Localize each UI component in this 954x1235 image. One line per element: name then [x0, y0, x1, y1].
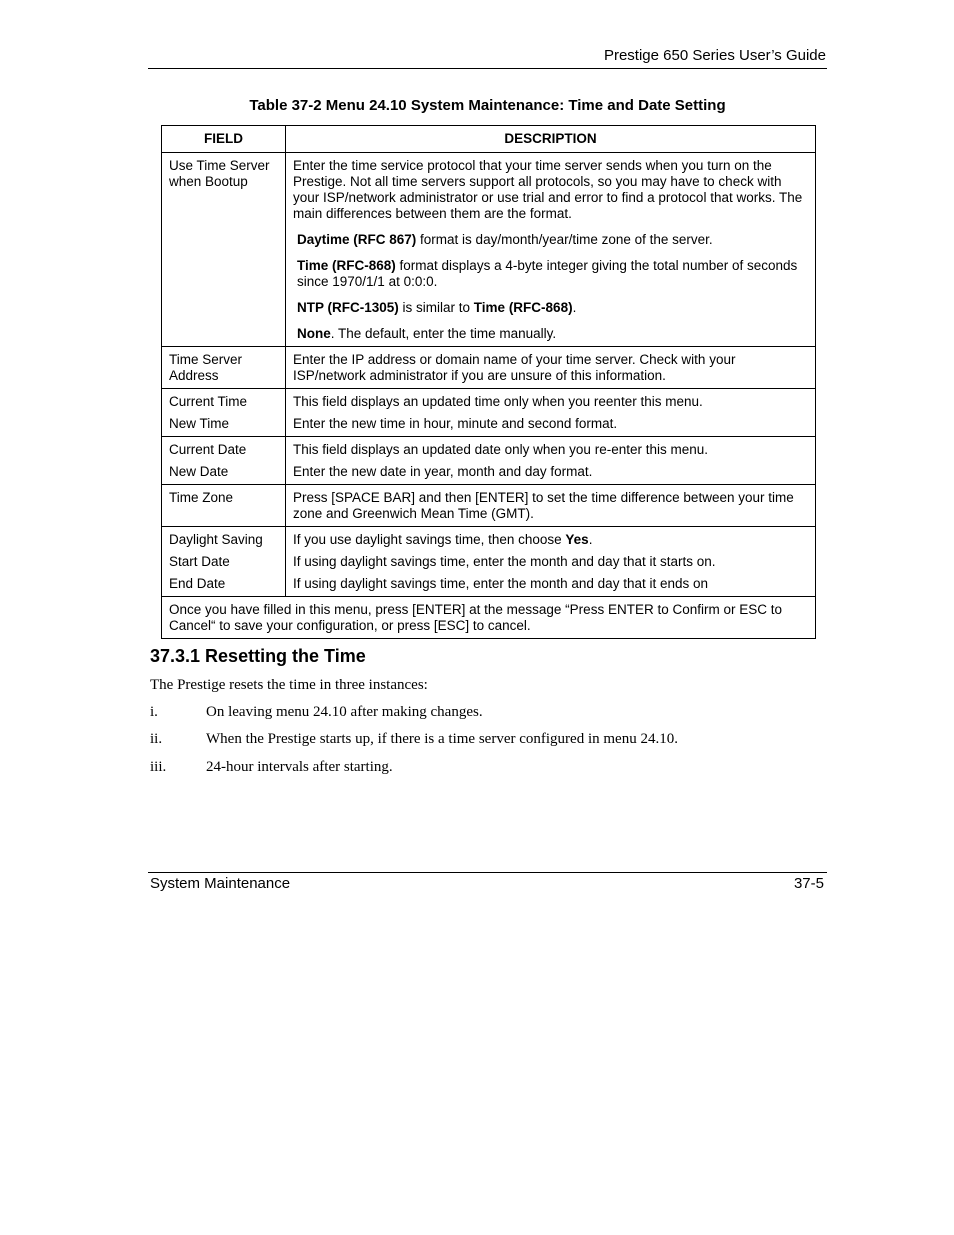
- field-name: Start Date: [169, 554, 230, 569]
- table-note-row: [162, 597, 816, 639]
- protocol-description: format displays a 4-byte integer giving the total number of seconds since 1970/1/1 at 0:0:0.: [297, 258, 798, 289]
- table-row: [162, 389, 816, 437]
- field-name: New Date: [169, 464, 229, 479]
- field-name: Current Time: [169, 394, 248, 409]
- list-marker: ii.: [150, 731, 163, 747]
- table-note: [162, 597, 816, 639]
- field-name: End Date: [169, 576, 226, 591]
- description-text: This field displays an updated date only when you re-enter this menu.: [293, 442, 708, 457]
- running-header: Prestige 650 Series User’s Guide: [603, 47, 826, 64]
- description-text: Press [SPACE BAR] and then [ENTER] to set the time difference between your time zone and Greenwich Mean Time (GMT).: [293, 490, 794, 521]
- column-header-field: FIELD: [162, 126, 286, 153]
- table-row: [162, 485, 816, 527]
- protocol-name: Daytime (RFC 867): [297, 232, 417, 247]
- section-intro: The Prestige resets the time in three instances:: [150, 677, 428, 693]
- list-text: When the Prestige starts up, if there is a time server configured in menu 24.10.: [206, 731, 678, 747]
- table-row: [162, 153, 816, 347]
- table-row: [162, 437, 816, 485]
- field-name: Daylight Saving: [169, 532, 263, 547]
- field-cell: [162, 527, 286, 597]
- description-part: If you use daylight savings time, then choose: [293, 532, 566, 547]
- description-text: If using daylight savings time, enter the month and day that it starts on.: [293, 554, 716, 569]
- description-text: Enter the new date in year, month and day format.: [293, 464, 593, 479]
- description-text: [293, 532, 808, 548]
- description-text: Enter the new time in hour, minute and second format.: [293, 416, 618, 431]
- punctuation: .: [572, 300, 577, 315]
- protocol-name: None: [297, 326, 331, 341]
- field-name: Use Time Server when Bootup: [169, 158, 270, 189]
- field-name: Current Date: [169, 442, 247, 457]
- table-row: [162, 347, 816, 389]
- description-text: This field displays an updated time only when you reenter this menu.: [293, 394, 703, 409]
- header-rule: [148, 68, 827, 69]
- description-text: Enter the IP address or domain name of your time server. Check with your ISP/network administrator if you are unsure of this information.: [293, 352, 736, 383]
- description-cell: [286, 347, 816, 389]
- protocol-daytime: [293, 232, 808, 248]
- list-marker: iii.: [150, 759, 167, 775]
- description-text: If using daylight savings time, enter the month and day that it ends on: [293, 576, 708, 591]
- description-cell: [286, 153, 816, 347]
- description-cell: [286, 389, 816, 437]
- field-cell: [162, 485, 286, 527]
- description-cell: [286, 485, 816, 527]
- table-header-row: [162, 126, 816, 153]
- table-row: [162, 527, 816, 597]
- footer-rule: [148, 872, 827, 873]
- description-cell: [286, 437, 816, 485]
- protocol-time: [293, 258, 808, 290]
- column-header-description: DESCRIPTION: [286, 126, 816, 153]
- punctuation: .: [588, 532, 593, 547]
- page-number: 37-5: [793, 875, 824, 892]
- field-name: New Time: [169, 416, 230, 431]
- protocol-ntp: [293, 300, 808, 316]
- description-cell: [286, 527, 816, 597]
- protocol-name: Time (RFC-868): [297, 258, 396, 273]
- field-cell: [162, 347, 286, 389]
- protocol-none: [293, 326, 808, 342]
- section-title: 37.3.1 Resetting the Time: [150, 646, 366, 666]
- list-text: 24-hour intervals after starting.: [206, 759, 393, 775]
- field-name: Time Zone: [169, 490, 234, 505]
- field-cell: [162, 437, 286, 485]
- option-yes: Yes: [565, 532, 589, 547]
- protocol-description: . The default, enter the time manually.: [330, 326, 557, 341]
- settings-table: [161, 125, 816, 639]
- field-name: Time Server Address: [169, 352, 243, 383]
- list-marker: i.: [150, 704, 158, 720]
- description-text: Enter the time service protocol that your time server sends when you turn on the Prestige. Not all time servers support all protocols, so you may have to check with your ISP/network administrator or use trial and error to find a protocol that works. The main differences between them are the format.: [293, 158, 803, 221]
- table-note-text: Once you have filled in this menu, press [ENTER] at the message “Press ENTER to Confirm or ESC to Cancel“ to save your configuration, or press [ESC] to cancel.: [169, 602, 782, 633]
- list-text: On leaving menu 24.10 after making changes.: [206, 704, 483, 720]
- protocol-description: format is day/month/year/time zone of the server.: [416, 232, 713, 247]
- field-cell: [162, 153, 286, 347]
- field-cell: [162, 389, 286, 437]
- protocol-reference: Time (RFC-868): [473, 300, 573, 315]
- table-caption: Table 37-2 Menu 24.10 System Maintenance: Time and Date Setting: [249, 97, 726, 114]
- protocol-name: NTP (RFC-1305): [297, 300, 399, 315]
- footer-chapter: System Maintenance: [150, 875, 291, 892]
- protocol-description: is similar to: [398, 300, 474, 315]
